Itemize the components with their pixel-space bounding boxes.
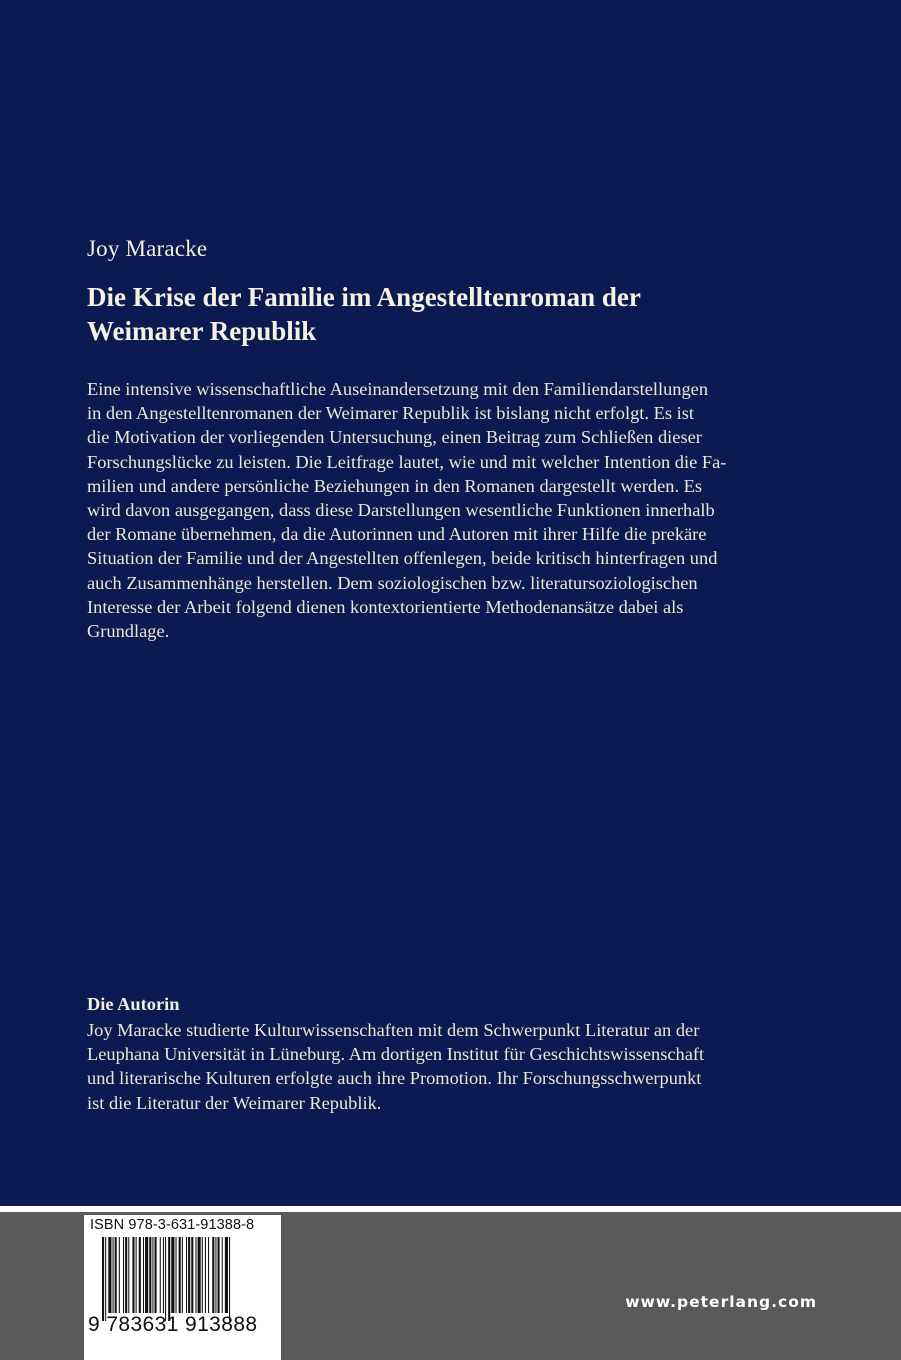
- barcode-bar: [102, 1237, 104, 1321]
- barcode-bar: [113, 1237, 114, 1313]
- bio-text: [87, 1018, 827, 1115]
- barcode-bar: [143, 1237, 144, 1313]
- title-line: Die Krise der Familie im Angestelltenroman der: [87, 282, 641, 312]
- barcode-bar: [188, 1237, 190, 1313]
- barcode-bar: [136, 1237, 137, 1313]
- book-title: [87, 280, 847, 348]
- blurb-line: in den Angestelltenromanen der Weimarer Republik ist bislang nicht erfolgt. Es ist: [87, 403, 694, 424]
- barcode-bar: [212, 1237, 214, 1313]
- author-name: Joy Maracke: [87, 236, 208, 261]
- barcode-bar: [225, 1237, 228, 1313]
- barcode-bar: [218, 1237, 220, 1313]
- barcode-bar: [149, 1237, 151, 1313]
- barcode-bar: [155, 1237, 157, 1313]
- publisher-website[interactable]: www.peterlang.com: [625, 1293, 817, 1311]
- barcode-bar: [208, 1237, 209, 1313]
- barcode-bar: [179, 1237, 181, 1313]
- bio-line: Leuphana Universität in Lüneburg. Am dortigen Institut für Geschichtswissenschaft: [87, 1044, 705, 1065]
- barcode-bar: [195, 1237, 196, 1313]
- blurb-line: wird davon ausgegangen, dass diese Darstellungen wesentliche Funktionen innerhalb: [87, 500, 715, 521]
- blurb-line: auch Zusammenhänge herstellen. Dem soziologischen bzw. literatursoziologischen: [87, 572, 698, 593]
- barcode-bar: [222, 1237, 223, 1313]
- barcode-panel: [84, 1215, 281, 1360]
- barcode-bar: [215, 1237, 216, 1313]
- blurb-text: [87, 377, 827, 643]
- barcode-bar: [139, 1237, 141, 1313]
- barcode-bar: [123, 1237, 124, 1313]
- barcode-bar: [128, 1237, 129, 1313]
- blurb-line: Eine intensive wissenschaftliche Auseinandersetzung mit den Familiendarstellungen: [87, 379, 709, 399]
- barcode-bar: [171, 1237, 174, 1313]
- blurb-line: Forschungslücke zu leisten. Die Leitfrage lautet, wie und mit welcher Intention die Fa-: [87, 451, 727, 472]
- barcode-bar: [105, 1237, 106, 1321]
- barcode-bar: [165, 1237, 166, 1321]
- barcode-bar: [229, 1237, 230, 1321]
- blurb-line: milien und andere persönliche Beziehungen in den Romanen dargestellt werden. Es: [87, 475, 703, 496]
- blurb-line: die Motivation der vorliegenden Untersuchung, einen Beitrag zum Schließen dieser: [87, 427, 702, 448]
- barcode-bar: [145, 1237, 148, 1313]
- blurb-line: Grundlage.: [87, 621, 170, 642]
- barcode-bar: [176, 1237, 177, 1313]
- barcode-bar: [186, 1237, 187, 1313]
- barcode-bar: [108, 1237, 111, 1313]
- bio-line: Joy Maracke studierte Kulturwissenschaften mit dem Schwerpunkt Literatur an der: [87, 1020, 700, 1040]
- barcode-bar: [119, 1237, 120, 1313]
- barcode-bar: [160, 1237, 161, 1313]
- blurb-line: Interesse der Arbeit folgend dienen kontextorientierte Methodenansätze dabei als: [87, 596, 684, 617]
- blurb-line: der Romane übernehmen, da die Autorinnen und Autoren mit ihrer Hilfe die prekäre: [87, 524, 707, 545]
- barcode-bar: [198, 1237, 201, 1313]
- barcode-bar: [115, 1237, 117, 1313]
- blurb-line: Situation der Familie und der Angestellten offenlegen, beide kritisch hinterfragen und: [87, 548, 718, 569]
- barcode-bar: [168, 1237, 170, 1321]
- isbn-label: ISBN 978-3-631-91388-8: [90, 1217, 255, 1233]
- barcode-bar: [202, 1237, 203, 1313]
- bio-line: und literarische Kulturen erfolgte auch ihre Promotion. Ihr Forschungsschwerpunkt: [87, 1068, 702, 1089]
- barcode-bar: [205, 1237, 206, 1313]
- barcode-bar: [163, 1237, 164, 1313]
- bio-heading: Die Autorin: [87, 994, 180, 1014]
- barcode-bar: [152, 1237, 153, 1313]
- barcode-bar: [191, 1237, 193, 1313]
- barcode-bar: [182, 1237, 183, 1313]
- barcode-bar: [132, 1237, 134, 1313]
- title-line: Weimarer Republik: [87, 316, 317, 346]
- barcode-bar: [125, 1237, 127, 1313]
- bio-line: ist die Literatur der Weimarer Republik.: [87, 1092, 382, 1113]
- barcode-digits: 9 783631 913888: [88, 1313, 258, 1336]
